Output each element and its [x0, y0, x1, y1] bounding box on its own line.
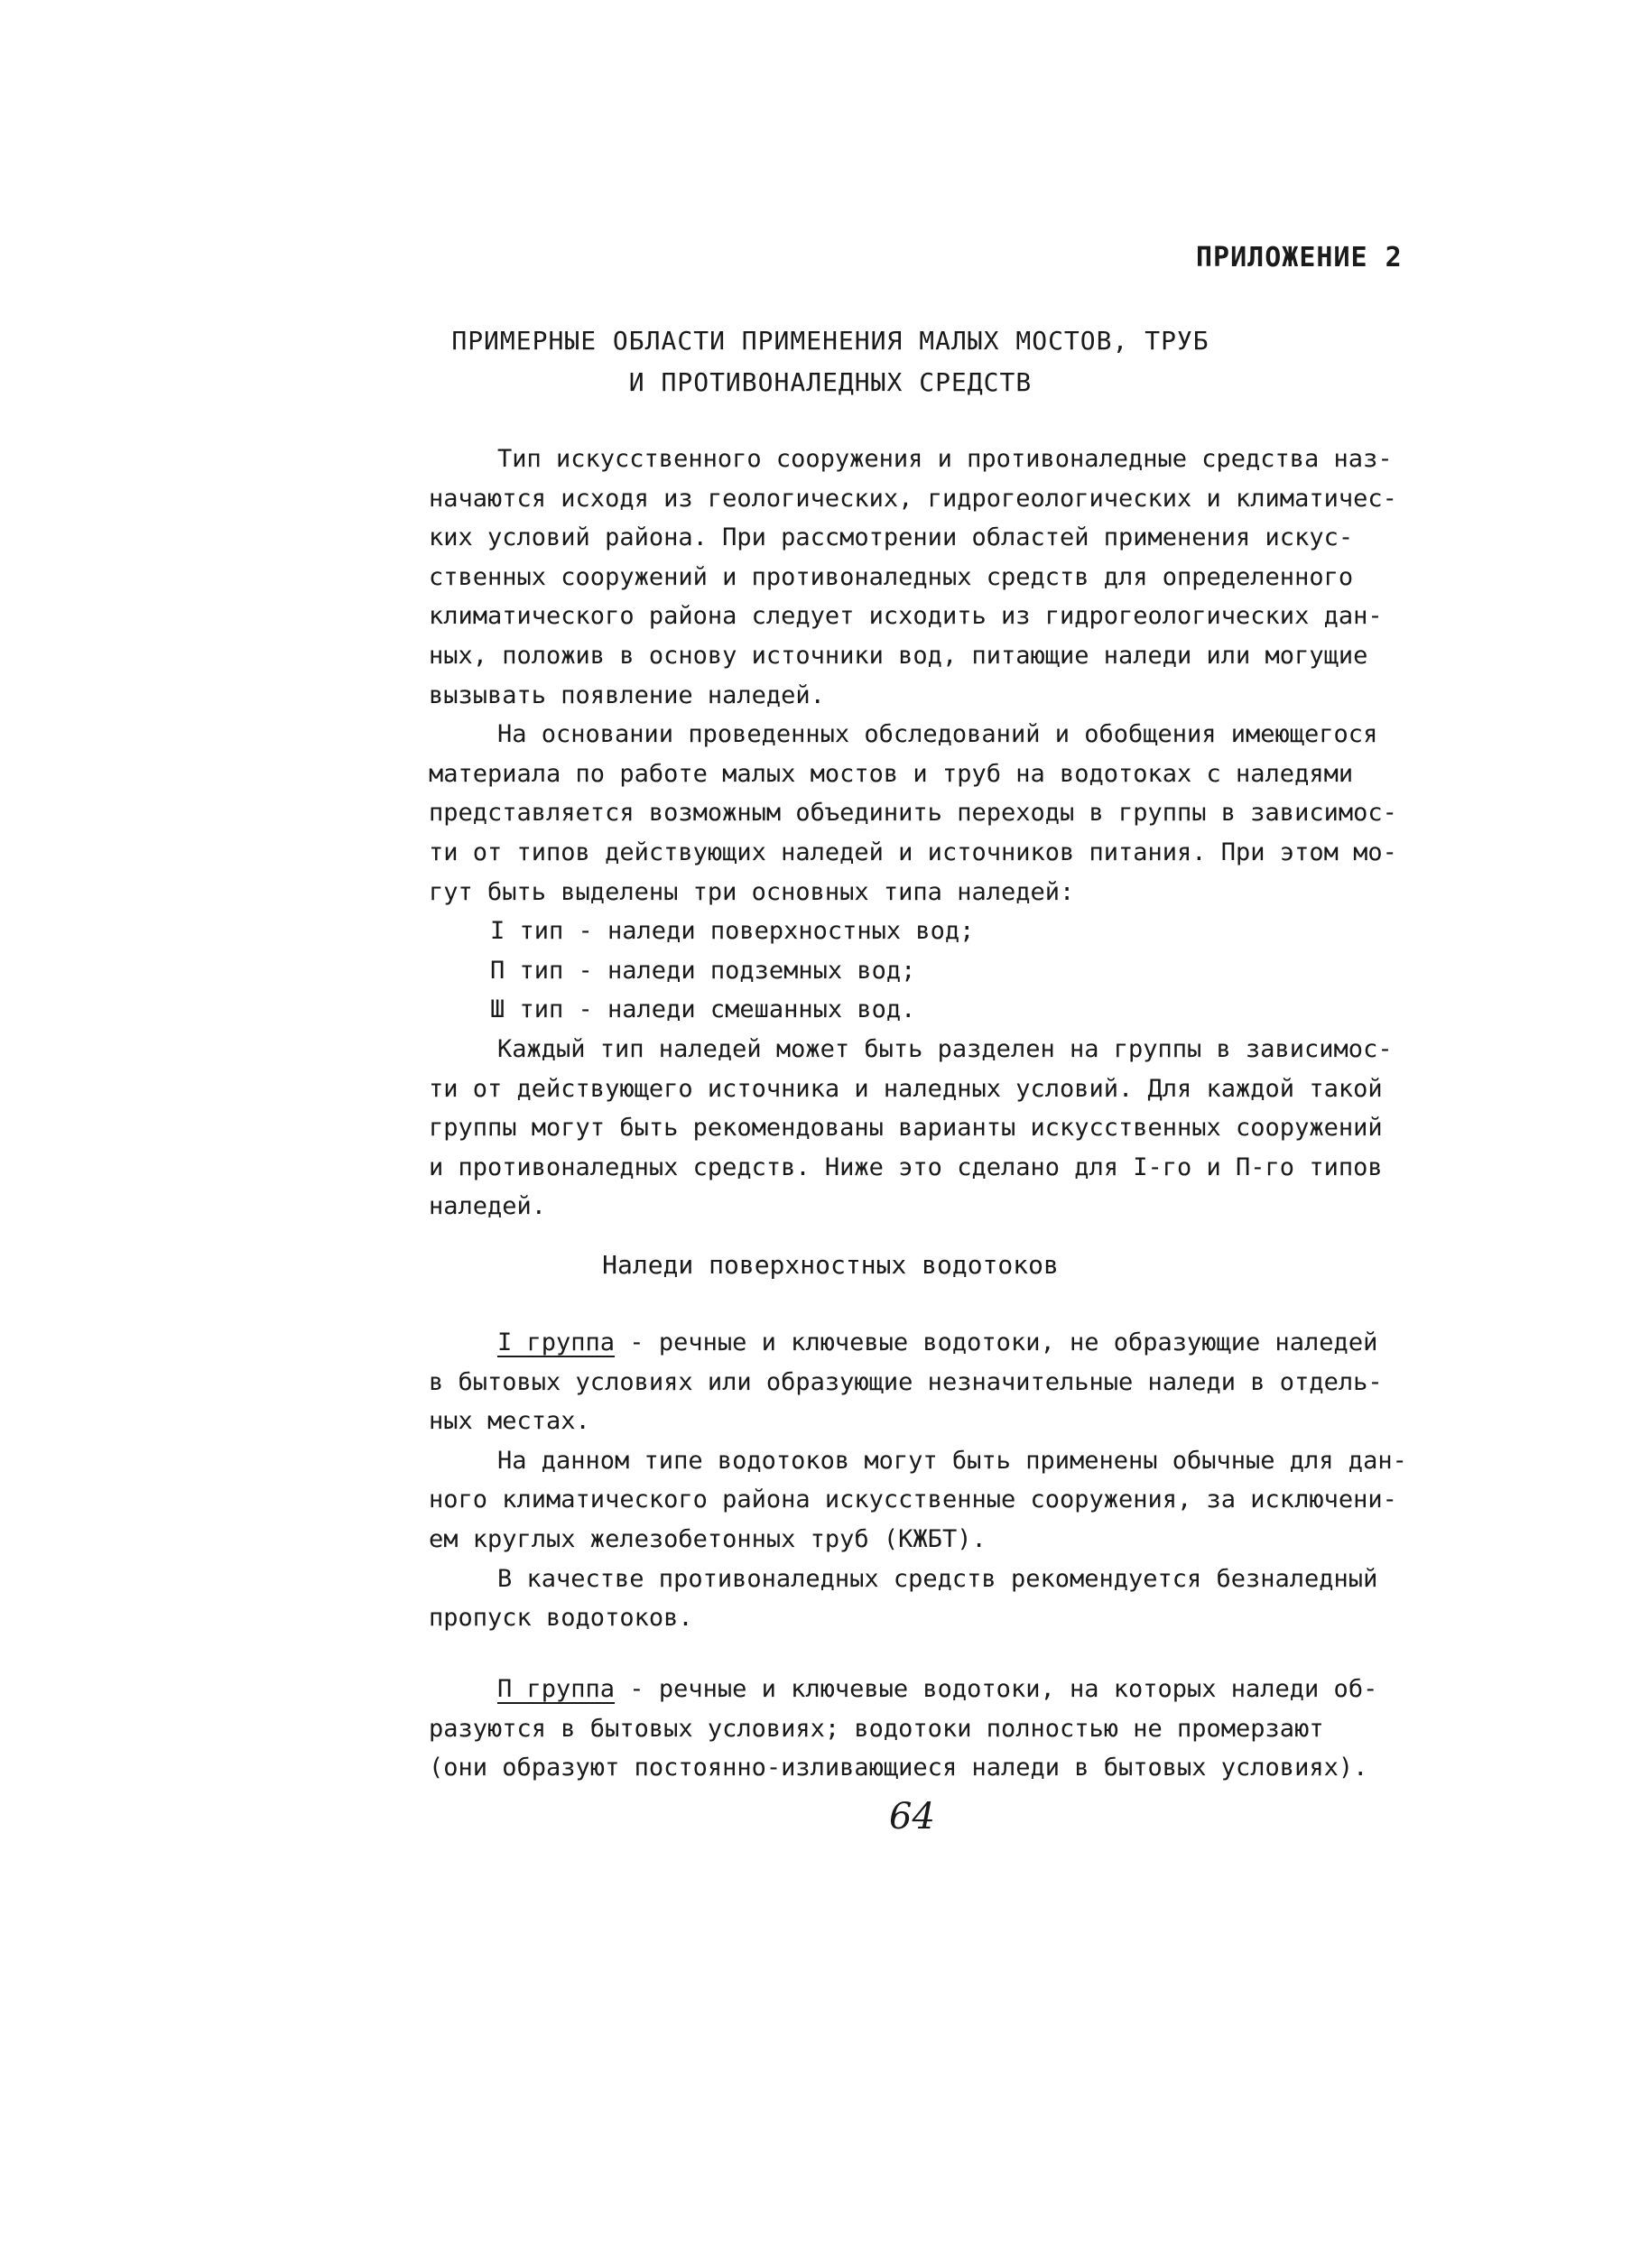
text-line: ных местах. [429, 1407, 590, 1436]
list-item-type-1: I тип - наледи поверхностных вод; [490, 917, 975, 946]
text-line: ти от типов действующих наледей и источников питания. При этом мо- [429, 838, 1397, 866]
text-line: гут быть выделены три основных типа наледей: [429, 877, 1075, 906]
group-1-first-line [429, 1323, 1476, 1363]
group-1-label: I группа [497, 1328, 616, 1356]
list-item-type-3: Ш тип - наледи смешанных вод. [490, 995, 916, 1024]
text-line: (они образуют постоянно-изливающиеся наледи в бытовых условиях). [429, 1754, 1368, 1782]
text-line: ных, положив в основу источники вод, питающие наледи или могущие [429, 641, 1368, 670]
text-line: На данном типе водотоков могут быть применены обычные для дан- [497, 1446, 1407, 1475]
group-2-first-line [429, 1670, 1476, 1709]
text-line: климатического района следует исходить из гидрогеологических дан- [429, 602, 1383, 631]
text-line: пропуск водотоков. [429, 1604, 693, 1633]
group-2-label: П группа [497, 1675, 616, 1703]
text-line: ственных сооружений и противоналедных средств для определенного [429, 562, 1354, 591]
text-line: ти от действующего источника и наледных условий. Для каждой такой [429, 1074, 1383, 1103]
text-line: начаются исходя из геологических, гидрогеологических и климатичес- [429, 484, 1397, 513]
list-item-type-2: П тип - наледи подземных вод; [490, 956, 916, 985]
text-line: представляется возможным объединить переходы в группы в зависимос- [429, 799, 1397, 828]
text-line: ких условий района. При рассмотрении областей применения искус- [429, 523, 1354, 552]
text-line: и противоналедных средств. Ниже это сделано для I-го и П-го типов [429, 1153, 1383, 1181]
group-2-first-line-text: - речные и ключевые водотоки, на которых наледи об- [615, 1675, 1378, 1703]
text-line: На основании проведенных обследований и обобщения имеющегося [497, 720, 1378, 749]
text-line: вызывать появление наледей. [429, 680, 825, 709]
document-title-line-1: ПРИМЕРНЫЕ ОБЛАСТИ ПРИМЕНЕНИЯ МАЛЫХ МОСТОВ, ТРУБ [451, 326, 1209, 356]
group-2-block [429, 1670, 1476, 1788]
text-line: группы могут быть рекомендованы варианты искусственных сооружений [429, 1114, 1383, 1143]
group-1-first-line-text: - речные и ключевые водотоки, не образующие наледей [615, 1328, 1378, 1356]
text-line: В качестве противоналедных средств рекомендуется безналедный [497, 1564, 1378, 1593]
text-line: наледей. [429, 1192, 547, 1221]
appendix-label: ПРИЛОЖЕНИЕ 2 [1196, 242, 1403, 273]
page-number: 64 [889, 1796, 935, 1838]
text-line: разуются в бытовых условиях; водотоки полностью не промерзают [429, 1714, 1324, 1743]
text-line: Тип искусственного сооружения и противоналедные средства наз- [497, 445, 1393, 473]
text-line: Каждый тип наледей может быть разделен на группы в зависимос- [497, 1034, 1393, 1063]
document-title-line-2: И ПРОТИВОНАЛЕДНЫХ СРЕДСТВ [628, 367, 1033, 397]
text-line: в бытовых условиях или образующие незначительные наледи в отдель- [429, 1367, 1383, 1396]
text-line: ного климатического района искусственные сооружения, за исключени- [429, 1486, 1397, 1514]
text-line: материала по работе малых мостов и труб на водотоках с наледями [429, 759, 1354, 788]
intro-block [429, 440, 1476, 1227]
group-1-block [429, 1323, 1476, 1638]
text-line: ем круглых железобетонных труб (КЖБТ). [429, 1524, 987, 1553]
section-subheading: Наледи поверхностных водотоков [602, 1250, 1059, 1280]
